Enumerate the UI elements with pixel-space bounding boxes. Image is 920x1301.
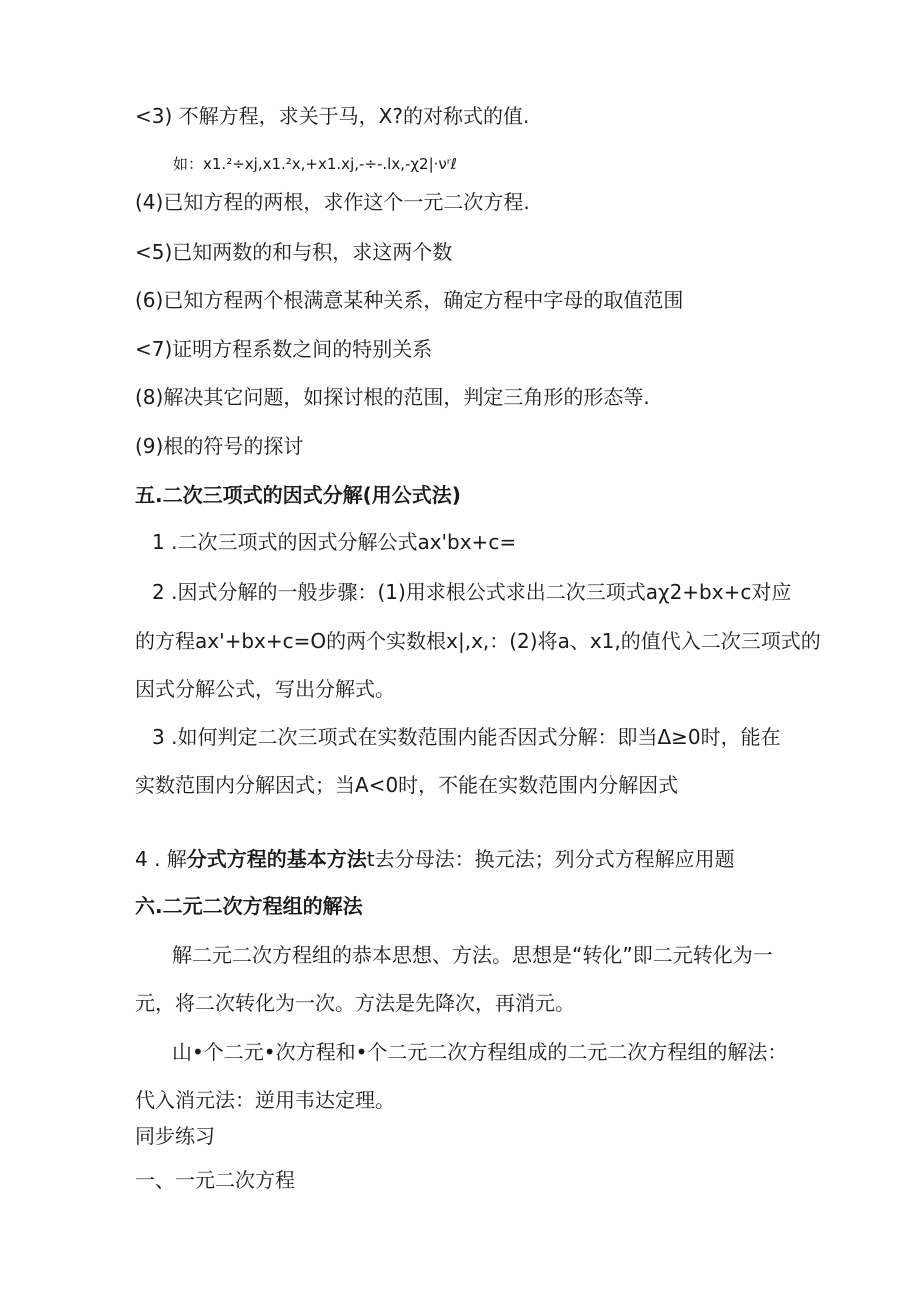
point-4-rest: t去分母法：换元法；列分式方程解应用题 bbox=[366, 847, 735, 871]
point-4-bold: 分式方程的基本方法 bbox=[186, 847, 367, 871]
point-4 bbox=[135, 845, 735, 873]
paragraph-1-line-1: 解二元二次方程组的恭本思想、方法。思想是“转化”即二元转化为一 bbox=[172, 943, 773, 967]
item-3: <3) 不解方程，求关于马，X?的对称式的值. bbox=[135, 104, 530, 128]
paragraph-1-line-2: 元，将二次转化为一次。方法是先降次，再消元。 bbox=[135, 991, 575, 1015]
section-5-heading: 五.二次三项式的因式分解(用公式法) bbox=[135, 483, 461, 507]
point-3-line-1: 3 .如何判定二次三项式在实数范围内能否因式分解：即当Δ≥0时，能在 bbox=[152, 725, 781, 749]
paragraph-2-line-2: 代入消元法：逆用韦达定理。 bbox=[135, 1088, 395, 1112]
item-5: <5)已知两数的和与积，求这两个数 bbox=[135, 240, 453, 264]
point-2-line-2: 的方程ax'+bx+c=O的两个实数根x|,x,：(2)将a、x1,的值代入二次三项式的 bbox=[135, 629, 821, 653]
item-9: (9)根的符号的探讨 bbox=[135, 434, 304, 458]
paragraph-2-line-1: 山•个二元•次方程和•个二元二次方程组成的二元二次方程组的解法： bbox=[172, 1040, 788, 1064]
item-6: (6)已知方程两个根满意某种关系，确定方程中字母的取值范围 bbox=[135, 288, 684, 312]
formula-example: 如：x1.²÷xj,x1.²x,+x1.xj,-÷-.lx,-χ2|·νʳℓ bbox=[173, 155, 457, 173]
practice-section-1: 一、一元二次方程 bbox=[135, 1168, 295, 1192]
item-8: (8)解决其它问题，如探讨根的范围，判定三角形的形态等. bbox=[135, 385, 650, 409]
item-7: <7)证明方程系数之间的特别关系 bbox=[135, 337, 433, 361]
point-3-line-2: 实数范围内分解因式；当A<0时，不能在实数范围内分解因式 bbox=[135, 773, 679, 797]
point-1: 1 .二次三项式的因式分解公式ax'bx+c= bbox=[152, 530, 517, 554]
point-2-line-3: 因式分解公式，写出分解式。 bbox=[135, 677, 395, 701]
point-2-line-1: 2 .因式分解的一般步骤：(1)用求根公式求出二次三项式aχ2+bx+c对应 bbox=[152, 580, 792, 604]
item-4: (4)已知方程的两根，求作这个一元二次方程. bbox=[135, 190, 530, 214]
practice-heading: 同步练习 bbox=[135, 1124, 215, 1148]
section-6-heading: 六.二元二次方程组的解法 bbox=[135, 894, 363, 918]
point-4-prefix: 4 . 解 bbox=[135, 847, 187, 871]
